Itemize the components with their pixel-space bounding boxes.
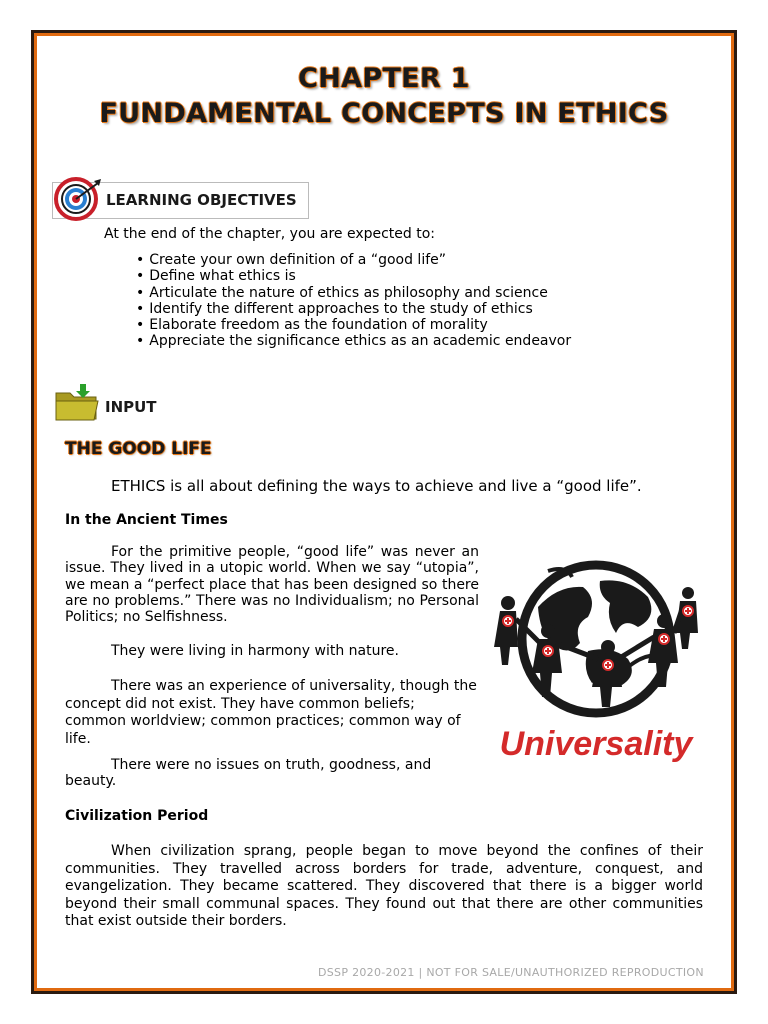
ancient-paragraph-4: There were no issues on truth, goodness, and beauty. [65, 757, 432, 790]
folder-download-icon [54, 383, 102, 423]
learning-objectives-label: LEARNING OBJECTIVES [106, 191, 297, 209]
ancient-paragraph-2: They were living in harmony with nature. [111, 643, 399, 659]
list-item: • Define what ethics is [136, 268, 571, 284]
section-title: THE GOOD LIFE [65, 439, 212, 459]
civilization-paragraph: When civilization sprang, people began to move beyond the confines of their communities. They travelled across borders for trade, adventure, conquest, and evangelization. They became scattered. They discovered that there is a bigger world beyond their small communal spaces. They found out that there are other communities that exist outside their borders. [65, 843, 703, 929]
chapter-number: CHAPTER 1 [298, 63, 470, 94]
chapter-title: FUNDAMENTAL CONCEPTS IN ETHICS [99, 98, 669, 129]
list-item: • Elaborate freedom as the foundation of morality [136, 317, 571, 333]
universality-illustration [488, 547, 704, 765]
page-footer: DSSP 2020-2021 | NOT FOR SALE/UNAUTHORIZED REPRODUCTION [318, 966, 704, 979]
target-icon [54, 177, 102, 221]
objectives-list [136, 252, 571, 350]
ancient-paragraph-3: There was an experience of universality, though the concept did not exist. They have common beliefs; common worldview; common practices; common way of life. [65, 678, 477, 747]
good-life-intro: ETHICS is all about defining the ways to achieve and live a “good life”. [111, 477, 642, 495]
list-item: • Identify the different approaches to the study of ethics [136, 301, 571, 317]
ancient-paragraph-1: For the primitive people, “good life” was never an issue. They lived in a utopic world. When we say “utopia”, we mean a “perfect place that has been designed so there are no problems.” There was no Individualism; no Personal Politics; no Selfishness. [65, 544, 479, 626]
universality-caption: Universality [499, 725, 693, 763]
list-item: • Create your own definition of a “good life” [136, 252, 571, 268]
objectives-intro: At the end of the chapter, you are expected to: [104, 226, 436, 242]
list-item: • Articulate the nature of ethics as philosophy and science [136, 285, 571, 301]
list-item: • Appreciate the significance ethics as an academic endeavor [136, 333, 571, 349]
civilization-heading: Civilization Period [65, 808, 209, 824]
input-label: INPUT [105, 398, 157, 416]
ancient-heading: In the Ancient Times [65, 512, 228, 528]
